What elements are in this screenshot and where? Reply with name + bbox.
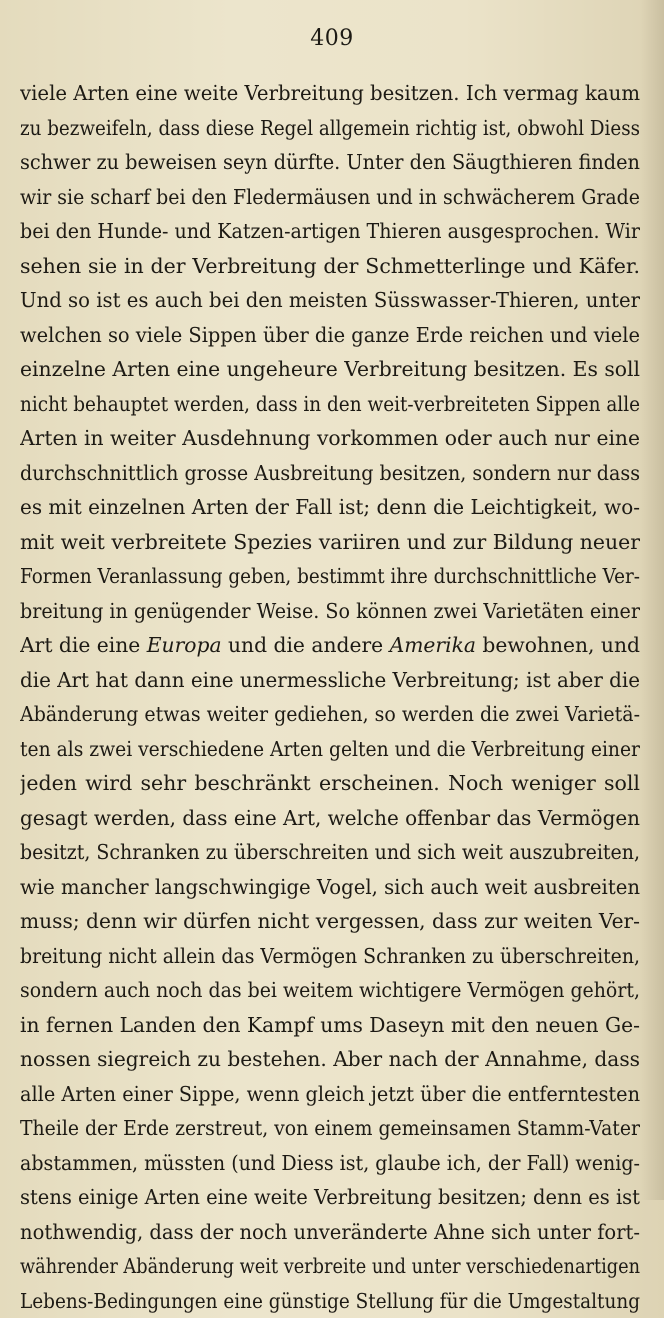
- text-line: [20, 387, 640, 422]
- text-line: [20, 490, 640, 525]
- text-segment: breitung in genügender Weise. So können zwei Varietäten einer: [20, 599, 640, 623]
- text-line: [20, 835, 640, 870]
- text-segment: mit weit verbreitete Spezies variiren und zur Bildung neuer: [20, 530, 640, 554]
- text-segment: Abänderung etwas weiter gediehen, so werden die zwei Varietä-: [20, 702, 640, 726]
- text-segment: viele Arten eine weite Verbreitung besitzen. Ich vermag kaum: [20, 81, 640, 105]
- text-segment: einzelne Arten eine ungeheure Verbreitung besitzen. Es soll: [20, 357, 640, 381]
- text-line: [20, 766, 640, 801]
- text-line: [20, 180, 640, 215]
- text-line: [20, 1042, 640, 1077]
- text-line: [20, 1284, 640, 1318]
- text-line: [20, 1008, 640, 1043]
- page-edge-shadow: [640, 0, 664, 1200]
- text-segment: stens einige Arten eine weite Verbreitung besitzen; denn es ist: [20, 1185, 640, 1209]
- text-segment: sehen sie in der Verbreitung der Schmetterlinge und Käfer.: [20, 254, 640, 278]
- text-line: [20, 145, 640, 180]
- text-segment: und die andere: [222, 633, 390, 657]
- text-segment: nothwendig, dass der noch unveränderte Ahne sich unter fort-: [20, 1220, 640, 1244]
- text-segment: währender Abänderung weit verbreite und unter verschiedenartigen: [20, 1254, 640, 1278]
- text-line: [20, 214, 640, 249]
- text-segment: schwer zu beweisen seyn dürfte. Unter den Säugthieren finden: [20, 150, 640, 174]
- text-segment: Arten in weiter Ausdehnung vorkommen oder auch nur eine: [20, 426, 640, 450]
- text-line: [20, 732, 640, 767]
- text-line: [20, 1215, 640, 1250]
- text-line: [20, 1146, 640, 1181]
- text-segment: nicht behauptet werden, dass in den weit-verbreiteten Sippen alle: [20, 392, 640, 416]
- text-segment: bei den Hunde- und Katzen-artigen Thieren ausgesprochen. Wir: [20, 219, 640, 243]
- text-segment: gesagt werden, dass eine Art, welche offenbar das Vermögen: [20, 806, 640, 830]
- text-segment: Und so ist es auch bei den meisten Süsswasser-Thieren, unter: [20, 288, 640, 312]
- text-line: [20, 525, 640, 560]
- text-segment: breitung nicht allein das Vermögen Schranken zu überschreiten,: [20, 944, 640, 968]
- text-segment: Theile der Erde zerstreut, von einem gemeinsamen Stamm-Vater: [20, 1116, 640, 1140]
- text-segment: nossen siegreich zu bestehen. Aber nach der Annahme, dass: [20, 1047, 640, 1071]
- body-text: [20, 76, 640, 1318]
- text-line: [20, 456, 640, 491]
- text-segment: durchschnittlich grosse Ausbreitung besitzen, sondern nur dass: [20, 461, 640, 485]
- text-line: [20, 663, 640, 698]
- text-segment: in fernen Landen den Kampf ums Daseyn mit den neuen Ge-: [20, 1013, 640, 1037]
- text-segment: muss; denn wir dürfen nicht vergessen, dass zur weiten Ver-: [20, 909, 640, 933]
- text-line: [20, 870, 640, 905]
- text-segment: Lebens-Bedingungen eine günstige Stellung für die Umgestaltung: [20, 1289, 640, 1313]
- text-line: [20, 111, 640, 146]
- text-line: [20, 1180, 640, 1215]
- text-segment: wir sie scharf bei den Fledermäusen und in schwächerem Grade: [20, 185, 640, 209]
- italic-text: Europa: [147, 633, 222, 657]
- text-segment: jeden wird sehr beschränkt erscheinen. Noch weniger soll: [20, 771, 640, 795]
- text-segment: die Art hat dann eine unermessliche Verbreitung; ist aber die: [20, 668, 640, 692]
- text-segment: abstammen, müssten (und Diess ist, glaube ich, der Fall) wenig-: [20, 1151, 640, 1175]
- text-line: [20, 801, 640, 836]
- text-segment: Art die eine: [20, 633, 147, 657]
- text-line: [20, 939, 640, 974]
- page-number: 409: [0, 26, 664, 51]
- text-segment: wie mancher langschwingige Vogel, sich auch weit ausbreiten: [20, 875, 640, 899]
- text-segment: bewohnen, und: [476, 633, 640, 657]
- text-line: [20, 973, 640, 1008]
- text-line: [20, 249, 640, 284]
- text-segment: welchen so viele Sippen über die ganze Erde reichen und viele: [20, 323, 640, 347]
- text-line: [20, 559, 640, 594]
- text-line: [20, 697, 640, 732]
- text-line: [20, 283, 640, 318]
- text-segment: alle Arten einer Sippe, wenn gleich jetzt über die entferntesten: [20, 1082, 640, 1106]
- text-line: [20, 1111, 640, 1146]
- text-line: [20, 76, 640, 111]
- text-line: [20, 1077, 640, 1112]
- text-line: [20, 318, 640, 353]
- text-line: [20, 352, 640, 387]
- text-line: [20, 594, 640, 629]
- text-line: [20, 1249, 640, 1284]
- text-line: [20, 628, 640, 663]
- text-segment: sondern auch noch das bei weitem wichtigere Vermögen gehört,: [20, 978, 640, 1002]
- italic-text: Amerika: [390, 633, 476, 657]
- text-line: [20, 421, 640, 456]
- text-segment: Formen Veranlassung geben, bestimmt ihre durchschnittliche Ver-: [20, 564, 640, 588]
- text-segment: es mit einzelnen Arten der Fall ist; denn die Leichtigkeit, wo-: [20, 495, 640, 519]
- text-segment: zu bezweifeln, dass diese Regel allgemein richtig ist, obwohl Diess: [20, 116, 640, 140]
- text-segment: besitzt, Schranken zu überschreiten und sich weit auszubreiten,: [20, 840, 640, 864]
- text-line: [20, 904, 640, 939]
- text-segment: ten als zwei verschiedene Arten gelten und die Verbreitung einer: [20, 737, 640, 761]
